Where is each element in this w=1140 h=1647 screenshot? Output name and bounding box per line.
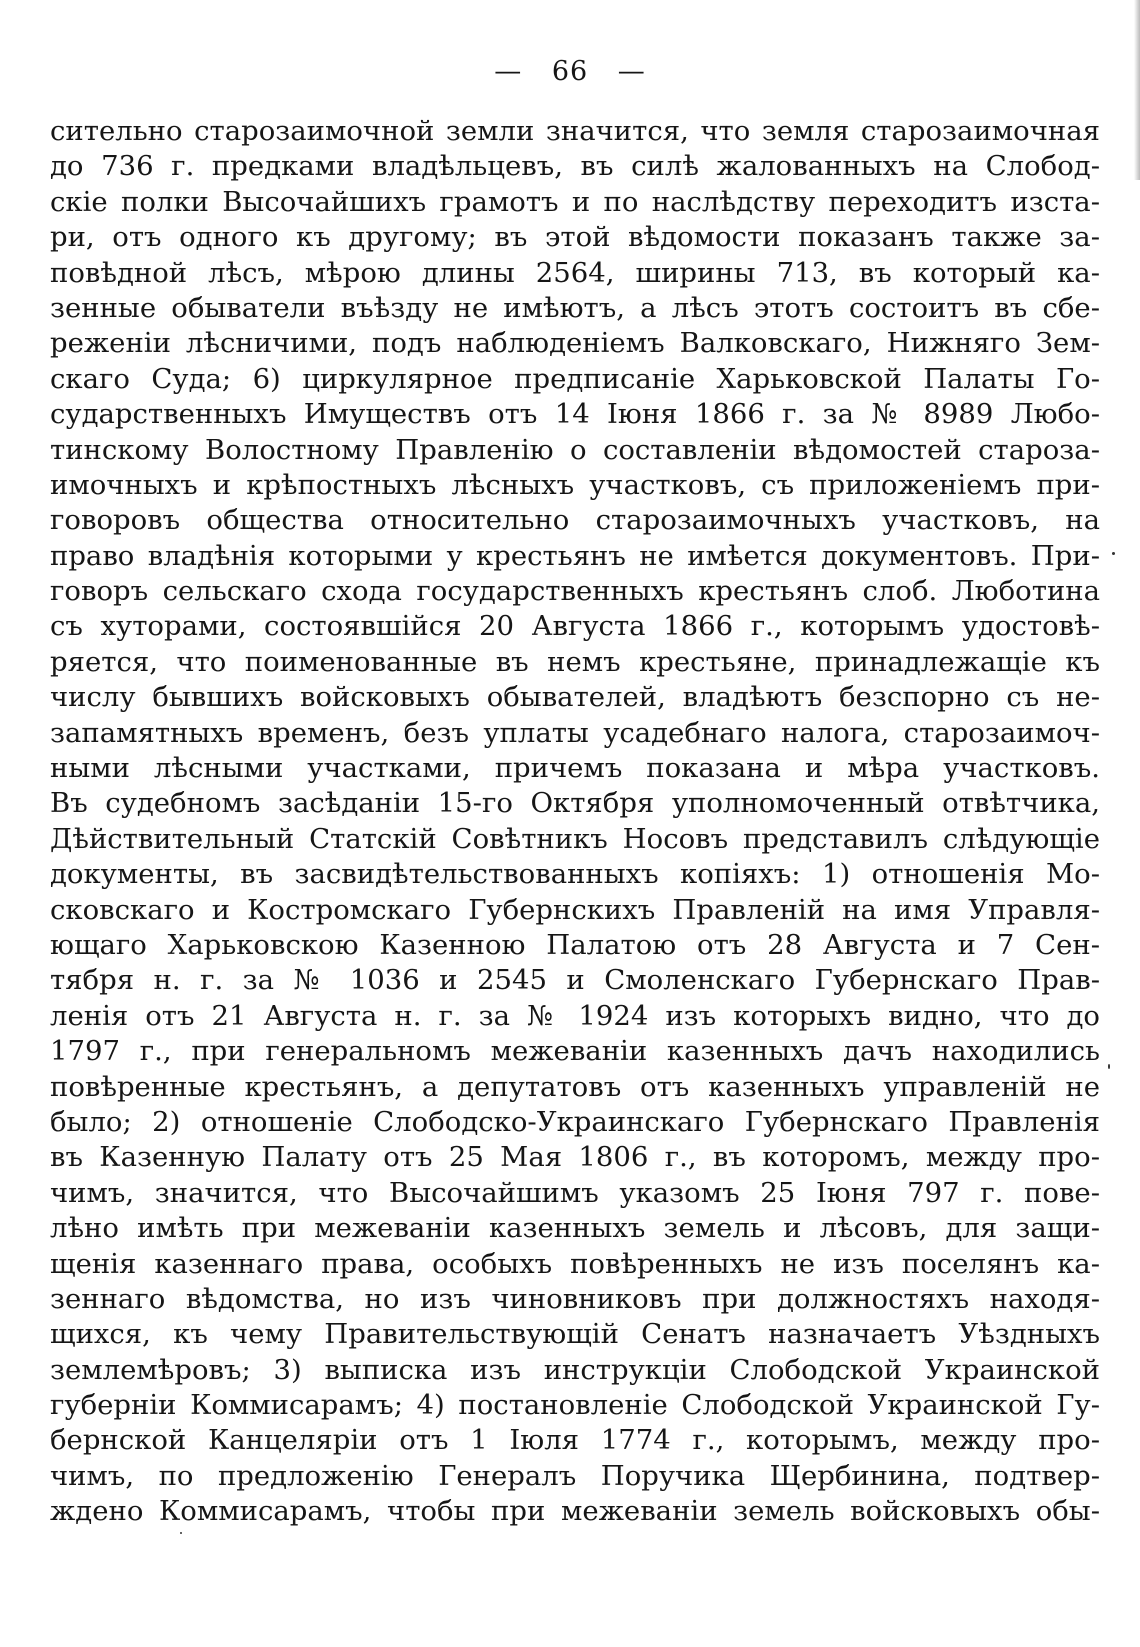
text-line: чимъ, по предложенію Генералъ Поручика Щербинина, подтвер-: [50, 1459, 1100, 1492]
text-line: лѣно имѣть при межеваніи казенныхъ земель и лѣсовъ, для защи-: [50, 1212, 1100, 1245]
text-line: бернской Канцеляріи отъ 1 Іюля 1774 г., которымъ, между про-: [50, 1424, 1100, 1457]
text-line: право владѣнія которыми у крестьянъ не имѣется документовъ. При-: [50, 539, 1100, 572]
text-line: числу бывшихъ войсковыхъ обывателей, владѣютъ безспорно съ не-: [50, 681, 1100, 714]
scan-speck: [1108, 1064, 1110, 1069]
text-line: Въ судебномъ засѣданіи 15-го Октября уполномоченный отвѣтчика,: [50, 787, 1100, 820]
text-line: Дѣйствительный Статскій Совѣтникъ Носовъ представилъ слѣдующіе: [50, 822, 1100, 855]
text-line: ри, отъ одного къ другому; въ этой вѣдомости показанъ также за-: [50, 221, 1100, 254]
text-line: щихся, къ чему Правительствующій Сенатъ назначаетъ Уѣздныхъ: [50, 1318, 1100, 1351]
body-text: [50, 114, 1100, 1530]
text-line: щенія казеннаго права, особыхъ повѣренныхъ не изъ поселянъ ка-: [50, 1247, 1100, 1280]
text-line: тинскому Волостному Правленію о составленіи вѣдомостей староза-: [50, 433, 1100, 466]
scan-speck: [180, 1532, 182, 1534]
text-line: зеннаго вѣдомства, но изъ чиновниковъ при должностяхъ находя-: [50, 1282, 1100, 1315]
text-line: землемѣровъ; 3) выписка изъ инструкціи Слободской Украинской: [50, 1353, 1100, 1386]
text-line: зенные обыватели въѣзду не имѣютъ, а лѣсъ этотъ состоитъ въ сбе-: [50, 291, 1100, 324]
text-line: ждено Коммисарамъ, чтобы при межеваніи земель войсковыхъ обы-: [50, 1495, 1100, 1528]
text-line: чимъ, значится, что Высочайшимъ указомъ 25 Іюня 797 г. пове-: [50, 1176, 1100, 1209]
text-line: съ хуторами, состоявшійся 20 Августа 1866 г., которымъ удостовѣ-: [50, 610, 1100, 643]
text-line: 1797 г., при генеральномъ межеваніи казенныхъ дачъ находились: [50, 1035, 1100, 1068]
text-line: сударственныхъ Имуществъ отъ 14 Іюня 1866 г. за № 8989 Любо-: [50, 398, 1100, 431]
text-line: ющаго Харьковскою Казенною Палатою отъ 28 Августа и 7 Сен-: [50, 928, 1100, 961]
page-header: [0, 56, 1140, 87]
header-dash-right: —: [617, 56, 646, 87]
text-line: имочныхъ и крѣпостныхъ лѣсныхъ участковъ, съ приложеніемъ при-: [50, 468, 1100, 501]
text-line: сительно старозаимочной земли значится, что земля старозаимочная: [50, 115, 1100, 147]
text-line: сковскаго и Костромскаго Губернскихъ Правленій на имя Управля-: [50, 893, 1100, 926]
text-line: скіе полки Высочайшихъ грамотъ и по наслѣдству переходитъ изста-: [50, 185, 1100, 218]
text-line: повѣренные крестьянъ, а депутатовъ отъ казенныхъ управленій не: [50, 1070, 1100, 1103]
text-line: ными лѣсными участками, причемъ показана и мѣра участковъ.: [50, 752, 1100, 785]
text-line: реженіи лѣсничими, подъ наблюденіемъ Валковскаго, Нижняго Зем-: [50, 327, 1100, 360]
text-line: до 736 г. предками владѣльцевъ, въ силѣ жалованныхъ на Слобод-: [50, 150, 1100, 183]
text-line: губерніи Коммисарамъ; 4) постановленіе Слободской Украинской Гу-: [50, 1389, 1100, 1422]
scan-edge-shadow: [1134, 0, 1140, 180]
scan-speck: [1112, 552, 1115, 555]
text-line: тября н. г. за № 1036 и 2545 и Смоленскаго Губернскаго Прав-: [50, 964, 1100, 997]
text-line: повѣдной лѣсъ, мѣрою длины 2564, ширины 713, въ который ка-: [50, 256, 1100, 289]
text-line: ленія отъ 21 Августа н. г. за № 1924 изъ которыхъ видно, что до: [50, 999, 1100, 1032]
text-line: въ Казенную Палату отъ 25 Мая 1806 г., въ которомъ, между про-: [50, 1141, 1100, 1174]
text-line: скаго Суда; 6) циркулярное предписаніе Харьковской Палаты Го-: [50, 362, 1100, 395]
text-line: документы, въ засвидѣтельствованныхъ копіяхъ: 1) отношенія Мо-: [50, 858, 1100, 891]
header-dash-left: —: [494, 56, 523, 87]
text-line: запамятныхъ временъ, безъ уплаты усадебнаго налога, старозаимоч-: [50, 716, 1100, 749]
page-number: 66: [551, 56, 589, 87]
text-line: говоровъ общества относительно старозаимочныхъ участковъ, на: [50, 504, 1100, 537]
text-line: говоръ сельскаго схода государственныхъ крестьянъ слоб. Люботина: [50, 575, 1100, 608]
text-line: ряется, что поименованные въ немъ крестьяне, принадлежащіе къ: [50, 645, 1100, 678]
text-line: было; 2) отношеніе Слободско-Украинскаго Губернскаго Правленія: [50, 1105, 1100, 1138]
